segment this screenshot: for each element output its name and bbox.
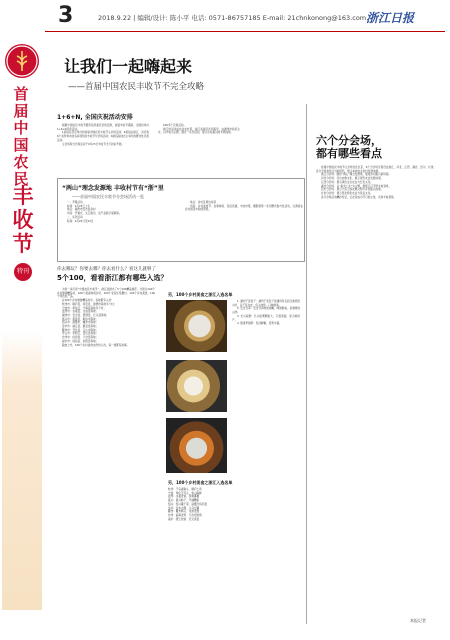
column-divider — [306, 104, 307, 624]
wheat-logo-icon — [5, 44, 39, 78]
events-box-left: 一、开幕活动 时间：9月23日上午 地点：湖州市安吉县余村 内容：开幕式、文艺演出、农产品展示展销等。 二、系列活动 时间：9月22日至23日 — [67, 201, 122, 223]
section2-teaser: 你去哪玩？你要去哪？你去看什么？看这儿就够了 — [57, 267, 156, 272]
sidebar-title: 首 届 中 国 农 民 — [13, 85, 29, 188]
events-box — [57, 178, 305, 262]
events-box-right: 地点：余村及周边村落 内容：乡村美食节、农事体验、民俗表演、丰收市集、摄影展等一系列群众参与性活动，让游客在乡村感受丰收的喜悦。 — [185, 201, 303, 212]
section1-heading: 1+6+N, 全国庆祝活动安排 — [57, 114, 133, 121]
food-descriptions: 1. 湖州千张包子：湖州千张包子是湖州有名的汉族传统小吃，以千张为皮，包入肉馅，口味鲜美。 2. 安吉冬笋：安吉冬笋肉质细嫩，味道鲜美，是难得的山珍。 3. 长兴板栗：长兴板栗颗粒大，口感香甜，是当地特产。 4. 德清早园笋：色泽鲜嫩，营养丰富。 — [232, 300, 300, 326]
page-number: 3 — [58, 3, 74, 28]
section1-column-1: 根据中国农民丰收节组织指导委员会的安排，首届丰收节期间，全国将举办1+6+N庆祝活动。 1是指在北京举办的首届中国农民丰收节主会场活动；6是指在浙江、河北等6个省份举办的各具特色的丰收节分会场活动；N是指各地自主举办的群众性庆祝活动。 主会场和分会场活动于9月23日丰收节当天同步开展。 — [57, 124, 149, 146]
food-heading: 另，100个乡村美食之浙江入选名单 — [168, 292, 233, 297]
article-title: 让我们一起嗨起来 — [64, 57, 193, 76]
section2-column: 为进一步庆祝“中国农民丰收节”，浙江省推出了5个100精品推荐，分别为100个乡村旅游精品村、100个美丽休闲乡村、100个农家乐集聚村、100个乡村美食、100个特色农产品。 在100个乡村旅游精品村中，各地都有入选： 杭州市：桐庐县、淳安县、建德市等地多个村； 宁波市：奉化区、宁海县等地多个村； 温州市：永嘉县、文成县等地； 湖州市：安吉县、德清县、长兴县等地； 嘉兴市：嘉善县、桐乡市等地； 绍兴市：诸暨市、嵊州市等地； 金华市：浦江县、磐安县等地； 衢州市：开化县、江山市等地； 舟山市：普陀区、岱山县等地； 台州市：仙居县、天台县等地； 丽水市：遂昌县、松阳县等地。 除此之外，100个乡村美食也纷纷入选，每一道都有故事。 — [57, 288, 155, 347]
events-box-heading: “两山”理念发源地 丰收村节有“浙”里 — [62, 185, 164, 192]
section1-column-2: 100多个庆祝活动。 浙江的活动由农业农村部、浙江省政府共同指导，由湖州市政府主办，以丰收为主题，通过一系列活动，展示乡村振兴的丰硕成果。 — [158, 124, 240, 135]
section2-heading: 5个100，看看浙江都有哪些入选？ — [57, 274, 168, 282]
byline: 本报记者 — [410, 618, 426, 623]
right-article-title: 六个分会场， 都有哪些看点 — [316, 134, 382, 160]
food-photo-2 — [166, 360, 227, 412]
dateline: 2018.9.22 | 编辑/设计: 陈小平 电话: 0571-86757185 E-mail: 21chnkonong@163.com — [98, 14, 367, 22]
right-article-body: 首届中国农民丰收节主会场设在北京，6个分会场分别设在浙江、河北、江西、湖北、四川、甘肃。各分会场将结合当地特色，展示本地农业农村发展成就。 浙江分会场：围绕“两山”理念发源地，展现乡村振兴新风貌。 河北分会场：突出农耕文化，展示现代农业发展成果。 江西分会场：展示绿色生态农业与红色文化。 湖北分会场：以“鱼米之乡”为主题，展现江汉平原丰收景象。 四川分会场：展示天府之国农耕文明与乡村振兴成果。 甘肃分会场：展示西北特色农业与民俗文化。 各分会场活动精彩纷呈，让农民成为节日的主角，共享丰收喜悦。 — [316, 166, 436, 199]
special-issue-badge: 特刊 — [14, 263, 32, 281]
masthead: 浙江日报 — [366, 11, 415, 25]
sidebar-calligraphy: 丰 收 节 — [12, 183, 34, 256]
events-box-subheading: ——首届中国农民丰收节分会场活动一览 — [72, 194, 144, 199]
food-list: 杭州：千岛湖鱼头、桐庐土鸡 宁波：奉化芋艿头、象山海鲜 温州：永嘉麦饼、泰顺番薯 嘉兴：嘉兴粽子、平湖糟蛋 绍兴：绍兴霉干菜、诸暨次坞打面 金华：金华火腿、义乌红糖 衢州：衢州鸭头、龙游发糕 台州：临海麦虾、天台饺饼筒 丽水：缙云烧饼、庆元香菇 — [168, 488, 207, 521]
sidebar-background — [2, 330, 42, 610]
food-photo-3 — [166, 418, 227, 473]
food-list-heading: 另，100个乡村美食之浙江入选名单 — [168, 480, 233, 485]
food-photo-1 — [166, 300, 227, 352]
article-subtitle: ——首届中国农民丰收节不完全攻略 — [68, 82, 205, 92]
